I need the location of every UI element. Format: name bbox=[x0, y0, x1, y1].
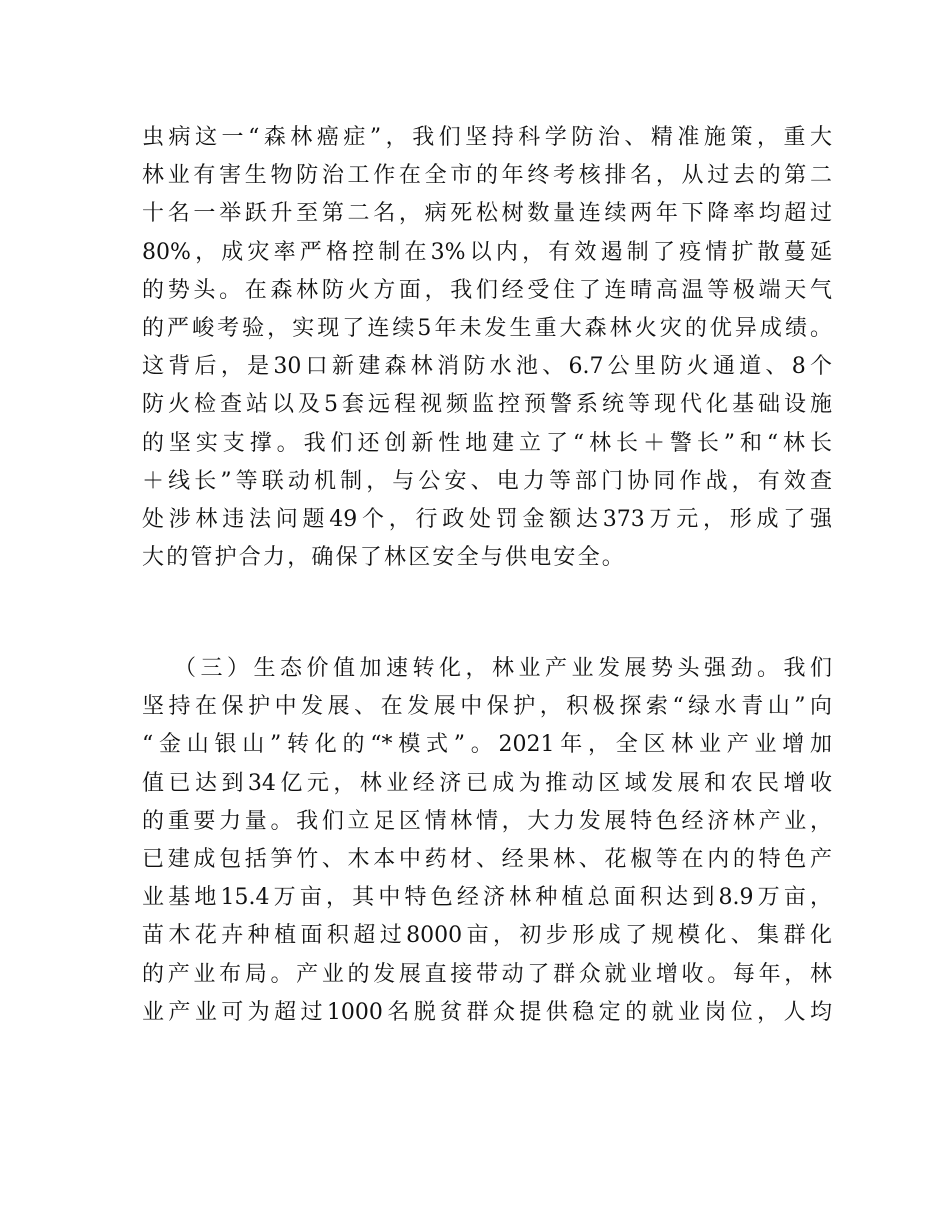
text-line: 十名一举跃升至第二名，病死松树数量连续两年下降率均超过 bbox=[142, 201, 832, 227]
text-line: 的产业布局。产业的发展直接带动了群众就业增收。每年，林 bbox=[142, 961, 832, 987]
text-line: “金山银山”转化的“*模式”。2021年，全区林业产业增加 bbox=[142, 732, 832, 758]
text-line: 防火检查站以及5套远程视频监控预警系统等现代化基础设施 bbox=[142, 392, 832, 418]
paragraph-forestry-industry bbox=[142, 650, 832, 1032]
text-line: 的坚实支撑。我们还创新性地建立了“林长＋警长”和“林长 bbox=[142, 430, 832, 456]
text-line: 虫病这一“森林癌症”，我们坚持科学防治、精准施策，重大 bbox=[142, 125, 832, 150]
text-line: 坚持在保护中发展、在发展中保护，积极探索“绿水青山”向 bbox=[142, 694, 832, 720]
text-line: 的严峻考验，实现了连续5年未发生重大森林火灾的优异成绩。 bbox=[142, 315, 832, 341]
text-line-first: （三）生态价值加速转化，林业产业发展势头强劲。我们 bbox=[174, 656, 832, 681]
paragraph-forest-protection bbox=[142, 119, 832, 577]
text-line: 处涉林违法问题49个，行政处罚金额达373万元，形成了强 bbox=[142, 506, 832, 532]
text-line: 已建成包括笋竹、木本中药材、经果林、花椒等在内的特色产 bbox=[142, 846, 832, 872]
text-line: 值已达到34亿元，林业经济已成为推动区域发展和农民增收 bbox=[142, 770, 832, 796]
text-line: 业基地15.4万亩，其中特色经济林种植总面积达到8.9万亩， bbox=[142, 885, 832, 911]
text-line: 林业有害生物防治工作在全市的年终考核排名，从过去的第二 bbox=[142, 163, 832, 189]
text-line: 的势头。在森林防火方面，我们经受住了连晴高温等极端天气 bbox=[142, 277, 832, 303]
text-line: 这背后，是30口新建森林消防水池、6.7公里防火通道、8个 bbox=[142, 354, 832, 380]
text-line-last: 大的管护合力，确保了林区安全与供电安全。 bbox=[142, 545, 627, 571]
text-line: 的重要力量。我们立足区情林情，大力发展特色经济林产业， bbox=[142, 808, 832, 834]
text-line: 苗木花卉种植面积超过8000亩，初步形成了规模化、集群化 bbox=[142, 923, 832, 949]
text-line: 80%，成灾率严格控制在3%以内，有效遏制了疫情扩散蔓延 bbox=[142, 239, 832, 265]
text-line: 业产业可为超过1000名脱贫群众提供稳定的就业岗位，人均 bbox=[142, 999, 832, 1025]
text-line: ＋线长”等联动机制，与公安、电力等部门协同作战，有效查 bbox=[142, 468, 832, 494]
